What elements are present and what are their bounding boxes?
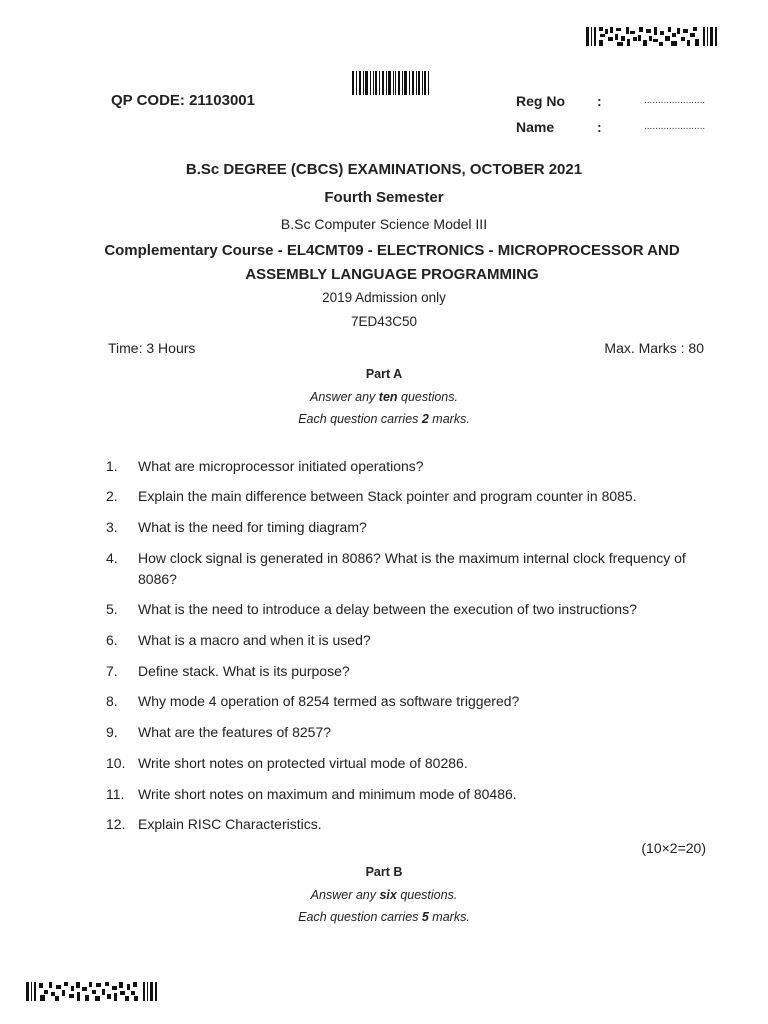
question-number: 8. (106, 693, 118, 709)
question-number: 9. (106, 724, 118, 740)
instr-text: Each question carries (298, 910, 422, 924)
paper-code: 7ED43C50 (350, 314, 418, 329)
part-b-instruction-1 (0, 888, 768, 902)
question-number: 6. (106, 632, 118, 648)
question-text: Define stack. What is its purpose? (138, 663, 350, 679)
instr-text: marks. (428, 412, 470, 426)
question-text: What are microprocessor initiated operations? (138, 458, 424, 474)
max-marks: Max. Marks : 80 (604, 340, 704, 356)
admission-note: 2019 Admission only (322, 290, 446, 305)
top-right-barcode (586, 27, 718, 46)
instr-text: questions. (396, 888, 458, 902)
name-blank: ...................... (644, 121, 706, 132)
question-number: 3. (106, 519, 118, 535)
bottom-left-barcode (26, 982, 158, 1001)
question-number: 11. (106, 786, 125, 802)
question-text: What are the features of 8257? (138, 724, 332, 740)
instr-emphasis: 2 (421, 412, 429, 426)
instr-text: marks. (428, 910, 470, 924)
course-title-line-1: Complementary Course - EL4CMT09 - ELECTRONICS - MICROPROCESSOR AND (104, 242, 680, 259)
part-b-instruction-2 (0, 910, 768, 924)
question-text: Write short notes on maximum and minimum mode of 80486. (138, 786, 517, 802)
course-title-line-2: ASSEMBLY LANGUAGE PROGRAMMING (245, 266, 539, 283)
instr-text: Answer any (310, 888, 380, 902)
exam-title: B.Sc DEGREE (CBCS) EXAMINATIONS, OCTOBER 2021 (185, 161, 583, 178)
qp-code: QP CODE: 21103001 (111, 92, 255, 109)
name-label: Name (516, 119, 555, 135)
reg-no-blank: ...................... (644, 95, 706, 106)
question-number: 4. (106, 550, 118, 566)
question-text: What is the need to introduce a delay between the execution of two instructions? (138, 601, 637, 617)
name-colon: : (597, 119, 602, 135)
instr-emphasis: ten (378, 390, 398, 404)
question-text: How clock signal is generated in 8086? What is the maximum internal clock frequency of 8086? (138, 550, 686, 587)
part-a-instruction-1 (0, 390, 768, 404)
question-number: 7. (106, 663, 118, 679)
part-a-title: Part A (365, 367, 403, 381)
question-text: What is the need for timing diagram? (138, 519, 367, 535)
instr-text: questions. (397, 390, 458, 404)
question-number: 5. (106, 601, 118, 617)
question-number: 1. (106, 458, 118, 474)
part-b-title: Part B (365, 865, 403, 879)
part-a-total-marks: (10×2=20) (641, 840, 706, 856)
time-allowed: Time: 3 Hours (108, 340, 196, 356)
instr-emphasis: 5 (421, 910, 429, 924)
instr-text: Each question carries (298, 412, 422, 426)
question-number: 10. (106, 755, 126, 771)
question-text: Explain RISC Characteristics. (138, 816, 322, 832)
reg-no-colon: : (597, 93, 602, 109)
question-text: Write short notes on protected virtual mode of 80286. (138, 755, 468, 771)
program-name: B.Sc Computer Science Model III (280, 216, 488, 232)
reg-no-label: Reg No (516, 93, 565, 109)
part-a-instruction-2 (0, 412, 768, 426)
question-number: 12. (106, 816, 126, 832)
semester: Fourth Semester (324, 189, 444, 206)
top-center-barcode (352, 71, 429, 95)
question-text: Why mode 4 operation of 8254 termed as software triggered? (138, 693, 520, 709)
course-title (74, 239, 710, 287)
question-number: 2. (106, 488, 118, 504)
instr-emphasis: six (379, 888, 397, 902)
instr-text: Answer any (310, 390, 379, 404)
question-text: What is a macro and when it is used? (138, 632, 371, 648)
question-text: Explain the main difference between Stack pointer and program counter in 8085. (138, 488, 637, 504)
